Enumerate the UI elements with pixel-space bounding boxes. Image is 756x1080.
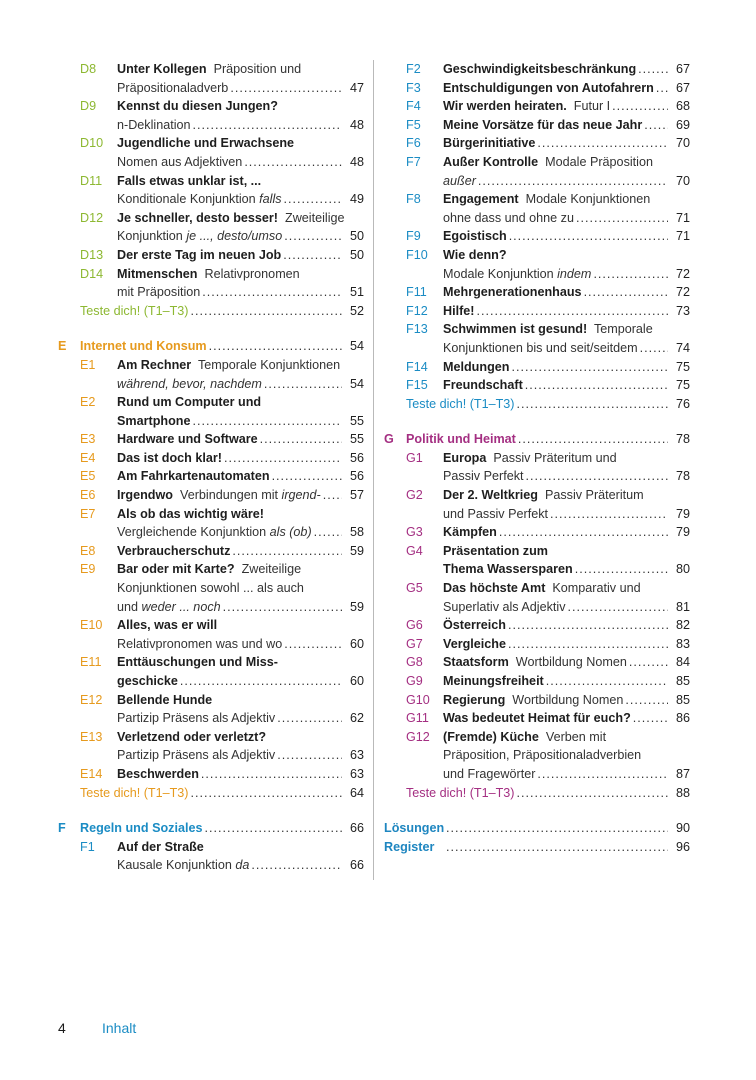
- page-number: 85: [675, 692, 690, 707]
- entry-title: geschicke: [117, 674, 178, 688]
- entry-desc: Präpositionaladverb: [117, 80, 229, 95]
- page-number: 50: [349, 229, 364, 244]
- toc-entry-f5[interactable]: [384, 116, 690, 135]
- toc-entry-f3[interactable]: [384, 79, 690, 98]
- entry-code: G4: [406, 543, 423, 558]
- page-number: 71: [675, 210, 690, 225]
- page-number: 48: [349, 117, 364, 132]
- entry-desc: Zweiteilige: [285, 210, 345, 225]
- toc-entry-d13[interactable]: [58, 246, 364, 265]
- page-number: 47: [349, 80, 364, 95]
- entry-title: Mitmenschen: [117, 266, 198, 281]
- entry-code: F5: [406, 117, 421, 132]
- section-letter: G: [384, 432, 394, 447]
- entry-code: E11: [80, 655, 102, 670]
- entry-desc: und Passiv Perfekt: [443, 506, 548, 521]
- entry-desc: Passiv Perfekt: [443, 469, 524, 484]
- page-number: 84: [675, 655, 690, 670]
- entry-title: Jugendliche und Erwachsene: [117, 136, 295, 151]
- loesungen-link: Lösungen: [384, 821, 445, 836]
- section-title: Politik und Heimat: [406, 432, 516, 447]
- section-letter: F: [58, 821, 66, 836]
- entry-desc: Modale Konjunktion: [443, 266, 558, 281]
- page-number: 63: [349, 766, 364, 781]
- page-number: 78: [675, 432, 690, 447]
- entry-code: E10: [80, 618, 103, 633]
- page-number: 85: [675, 674, 690, 688]
- entry-title: Am Fahrkartenautomaten: [117, 469, 270, 484]
- toc-entry-e4[interactable]: [58, 449, 364, 468]
- entry-desc: Konjunktion: [117, 229, 187, 244]
- entry-code: G5: [406, 581, 423, 596]
- page-number: 54: [349, 339, 364, 354]
- teste-dich-link: Teste dich! (T1–T3): [406, 396, 515, 411]
- entry-code: G9: [406, 674, 423, 688]
- entry-desc: Temporale: [593, 322, 653, 337]
- page-number: 64: [349, 785, 364, 800]
- entry-desc: Nomen aus Adjektiven: [117, 154, 243, 169]
- toc-entry-g5[interactable]: [384, 579, 690, 616]
- entry-desc: Präposition, Präpositionaladverbien: [443, 748, 642, 763]
- entry-desc-italic: je ..., desto/umso: [186, 229, 283, 244]
- entry-desc: Relativpronomen was und wo: [117, 636, 283, 651]
- toc-entry-e8[interactable]: [58, 542, 364, 561]
- entry-desc: Relativpronomen: [204, 266, 300, 281]
- entry-title: Der 2. Weltkrieg: [443, 488, 538, 503]
- page-number: 73: [675, 303, 690, 318]
- entry-code: F9: [406, 229, 421, 244]
- entry-title: Meinungsfreiheit: [443, 674, 544, 688]
- toc-entry-f-teste[interactable]: [384, 395, 690, 414]
- page-number: 48: [349, 154, 364, 169]
- page-number: 75: [675, 378, 690, 393]
- toc-entry-e10[interactable]: [58, 616, 364, 653]
- page-number: 74: [675, 340, 690, 355]
- toc-entry-f11[interactable]: [384, 283, 690, 302]
- page-number: 96: [675, 839, 690, 854]
- toc-entry-g2[interactable]: [384, 486, 690, 523]
- entry-code: D14: [80, 266, 104, 281]
- entry-code: E4: [80, 450, 96, 465]
- toc-entry-register[interactable]: [384, 838, 690, 857]
- toc-entry-f13[interactable]: [384, 320, 690, 357]
- entry-desc: Zweiteilige: [241, 562, 302, 577]
- section-title: Internet und Konsum: [80, 339, 207, 354]
- page-number: 63: [349, 748, 364, 763]
- register-link: Register: [384, 839, 435, 854]
- entry-code: E8: [80, 543, 96, 558]
- entry-desc-italic: indem: [557, 266, 592, 281]
- toc-left-column: [58, 60, 364, 875]
- entry-desc: Wortbildung Nomen: [512, 692, 624, 707]
- entry-code: F7: [406, 154, 421, 169]
- entry-title: Verbraucherschutz: [117, 543, 231, 558]
- toc-entry-g3[interactable]: [384, 523, 690, 542]
- entry-desc: Wortbildung Nomen: [515, 655, 627, 670]
- entry-title: Außer Kontrolle: [443, 154, 539, 169]
- entry-desc: Passiv Präteritum und: [493, 450, 617, 465]
- page-number: 67: [675, 80, 690, 95]
- page-number: 55: [349, 432, 364, 447]
- toc-entry-g10[interactable]: [384, 691, 690, 710]
- entry-title: Schwimmen ist gesund!: [443, 322, 588, 337]
- page-number: 80: [675, 562, 690, 577]
- entry-code: F12: [406, 303, 428, 318]
- entry-title: Alles, was er will: [117, 618, 218, 633]
- entry-desc: Konjunktionen bis und seit/seitdem: [443, 340, 638, 355]
- page-number: 51: [349, 285, 364, 300]
- entry-title: Am Rechner: [117, 357, 192, 372]
- entry-code: F15: [406, 378, 428, 393]
- entry-title: Smartphone: [117, 413, 191, 428]
- toc-entry-g7[interactable]: [384, 635, 690, 654]
- entry-title: Verletzend oder verletzt?: [117, 729, 267, 744]
- toc-entry-e11[interactable]: [58, 653, 364, 690]
- page-number: 83: [675, 636, 690, 651]
- toc-entry-d11[interactable]: [58, 172, 364, 209]
- entry-desc: Modale Konjunktionen: [525, 192, 651, 207]
- page-number: 52: [349, 303, 364, 318]
- toc-entry-f6[interactable]: [384, 134, 690, 153]
- entry-code: F11: [406, 285, 427, 300]
- entry-desc: n-Deklination: [117, 117, 191, 132]
- toc-section-f[interactable]: [58, 819, 364, 838]
- entry-title: Meine Vorsätze für das neue Jahr: [443, 117, 643, 132]
- entry-code: D8: [80, 62, 97, 76]
- toc-entry-f1[interactable]: [58, 838, 364, 875]
- entry-title: Freundschaft: [443, 378, 523, 393]
- toc-entry-g1[interactable]: [384, 449, 690, 486]
- entry-code: E12: [80, 692, 103, 707]
- entry-code: G2: [406, 488, 423, 503]
- page-number: 50: [349, 247, 364, 262]
- entry-title: Wie denn?: [443, 247, 507, 262]
- toc-entry-g8[interactable]: [384, 653, 690, 672]
- toc-entry-d10[interactable]: [58, 134, 364, 171]
- entry-title: Bellende Hunde: [117, 692, 213, 707]
- entry-code: F14: [406, 359, 428, 374]
- toc-entry-e13[interactable]: [58, 728, 364, 765]
- entry-code: D11: [80, 173, 103, 188]
- page-number: 87: [675, 766, 690, 781]
- toc-entry-g-teste[interactable]: [384, 784, 690, 803]
- entry-title: Als ob das wichtig wäre!: [117, 506, 264, 521]
- toc-entry-e2[interactable]: [58, 393, 364, 430]
- page-number: 70: [675, 173, 690, 188]
- entry-code: G1: [406, 450, 423, 465]
- toc-entry-e1[interactable]: [58, 356, 364, 393]
- teste-dich-link: Teste dich! (T1–T3): [80, 785, 189, 800]
- toc-entry-e-teste[interactable]: [58, 784, 364, 803]
- page-number: 70: [675, 136, 690, 151]
- entry-title: Wir werden heiraten.: [443, 99, 567, 114]
- page-number: 55: [349, 413, 364, 428]
- page-number: 54: [349, 376, 364, 391]
- entry-desc: Konjunktionen sowohl ... als auch: [117, 581, 304, 596]
- entry-code: E1: [80, 357, 96, 372]
- page-number: 79: [675, 506, 690, 521]
- toc-right-column: [384, 60, 690, 856]
- entry-desc-italic: irgend-: [281, 488, 321, 503]
- page-number: 59: [349, 543, 364, 558]
- entry-desc-italic: weder ... noch: [141, 599, 221, 614]
- toc-entry-g4[interactable]: [384, 542, 690, 579]
- entry-code: F1: [80, 839, 95, 854]
- entry-title: Regierung: [443, 692, 506, 707]
- toc-entry-f7[interactable]: [384, 153, 690, 190]
- entry-desc: und Fragewörter: [443, 766, 536, 781]
- section-title: Regeln und Soziales: [80, 821, 203, 836]
- entry-code: F2: [406, 62, 421, 76]
- entry-code: D9: [80, 99, 97, 114]
- entry-title: Geschwindigkeitsbeschränkung: [443, 62, 637, 76]
- toc-entry-f14[interactable]: [384, 358, 690, 377]
- entry-title: Das höchste Amt: [443, 581, 546, 596]
- page-number: 56: [349, 450, 364, 465]
- entry-code: F10: [406, 247, 428, 262]
- entry-desc: Verben mit: [545, 729, 607, 744]
- page-number: 66: [349, 821, 364, 836]
- entry-title: Bar oder mit Karte?: [117, 562, 235, 577]
- entry-code: G11: [406, 711, 429, 726]
- entry-code: D10: [80, 136, 104, 151]
- entry-title: Engagement: [443, 192, 519, 207]
- entry-code: G7: [406, 636, 423, 651]
- entry-title: Auf der Straße: [117, 839, 204, 854]
- entry-desc: Modale Präposition: [545, 154, 653, 169]
- page-number: 88: [675, 785, 690, 800]
- entry-code: D12: [80, 210, 104, 225]
- toc-entry-g6[interactable]: [384, 616, 690, 635]
- page-number: 49: [349, 192, 364, 207]
- entry-title: Je schneller, desto besser!: [117, 210, 279, 225]
- toc-entry-d12[interactable]: [58, 209, 364, 246]
- entry-title: Österreich: [443, 618, 506, 633]
- entry-desc: Partizip Präsens als Adjektiv: [117, 748, 276, 763]
- entry-title: Meldungen: [443, 359, 510, 374]
- toc-entry-f4[interactable]: [384, 97, 690, 116]
- page-number: 58: [349, 525, 364, 540]
- entry-title: Egoistisch: [443, 229, 507, 244]
- entry-desc: mit Präposition: [117, 285, 201, 300]
- page-number: 82: [675, 618, 690, 633]
- page-number: 66: [349, 858, 364, 873]
- entry-code: E3: [80, 432, 96, 447]
- page-number: 67: [675, 62, 690, 76]
- page-number: 60: [349, 674, 364, 688]
- toc-entry-f2[interactable]: [384, 60, 690, 79]
- toc-entry-e3[interactable]: [58, 430, 364, 449]
- toc-entry-f8[interactable]: [384, 190, 690, 227]
- entry-code: E14: [80, 766, 103, 781]
- toc-entry-e12[interactable]: [58, 691, 364, 728]
- entry-title: Europa: [443, 450, 487, 465]
- teste-dich-link: Teste dich! (T1–T3): [80, 303, 189, 318]
- entry-desc-italic: falls: [259, 192, 282, 207]
- entry-code: E7: [80, 506, 96, 521]
- page-number: 75: [675, 359, 690, 374]
- entry-desc: ohne dass und ohne zu: [443, 210, 574, 225]
- entry-code: F8: [406, 192, 421, 207]
- entry-title: Kämpfen: [443, 525, 497, 540]
- entry-title: Staatsform: [443, 655, 509, 670]
- entry-code: G10: [406, 692, 430, 707]
- entry-desc: Präposition und: [213, 62, 302, 76]
- toc-entry-f9[interactable]: [384, 227, 690, 246]
- page-number: 59: [349, 599, 364, 614]
- entry-title: Der erste Tag im neuen Job: [117, 247, 282, 262]
- entry-code: F3: [406, 80, 421, 95]
- toc-entry-g12[interactable]: [384, 728, 690, 784]
- entry-title: Enttäuschungen und Miss-: [117, 655, 278, 670]
- toc-entry-d14[interactable]: [58, 265, 364, 302]
- entry-code: G6: [406, 618, 423, 633]
- entry-title: Thema Wassersparen: [443, 562, 573, 577]
- entry-desc: und: [117, 599, 142, 614]
- entry-title: Hardware und Software: [117, 432, 258, 447]
- page-number: 69: [675, 117, 690, 132]
- page-number: 90: [675, 821, 690, 836]
- entry-title: Bürgerinitiative: [443, 136, 536, 151]
- page-number: 76: [675, 396, 690, 411]
- entry-code: G3: [406, 525, 423, 540]
- entry-desc: Futur I: [573, 99, 611, 114]
- entry-code: G12: [406, 729, 430, 744]
- section-letter: E: [58, 339, 67, 354]
- toc-entry-e7[interactable]: [58, 505, 364, 542]
- toc-entry-d8[interactable]: [58, 60, 364, 97]
- entry-title: (Fremde) Küche: [443, 729, 539, 744]
- toc-entry-f12[interactable]: [384, 302, 690, 321]
- entry-desc: Partizip Präsens als Adjektiv: [117, 711, 276, 726]
- entry-desc: Verbindungen mit: [179, 488, 282, 503]
- entry-code: F6: [406, 136, 421, 151]
- footer-page-number: 4: [58, 1020, 66, 1036]
- toc-entry-d9[interactable]: [58, 97, 364, 134]
- toc-section-e[interactable]: [58, 337, 364, 356]
- entry-title: Vergleiche: [443, 636, 507, 651]
- entry-desc-italic: außer: [443, 173, 476, 188]
- entry-title: Hilfe!: [443, 303, 475, 318]
- entry-desc: Kausale Konjunktion: [117, 858, 236, 873]
- footer-label: Inhalt: [102, 1020, 137, 1036]
- toc-entry-e14[interactable]: [58, 765, 364, 784]
- entry-code: F4: [406, 99, 421, 114]
- entry-title: Beschwerden: [117, 766, 199, 781]
- entry-code: E2: [80, 395, 96, 410]
- entry-title: Was bedeutet Heimat für euch?: [443, 711, 631, 726]
- page-number: 81: [675, 599, 690, 614]
- entry-desc: Passiv Präteritum: [544, 488, 644, 503]
- entry-title: Mehrgenerationenhaus: [443, 285, 582, 300]
- toc-entry-f10[interactable]: [384, 246, 690, 283]
- entry-code: F13: [406, 322, 428, 337]
- entry-code: G8: [406, 655, 423, 670]
- entry-desc: Temporale Konjunktionen: [197, 357, 341, 372]
- entry-title: Präsentation zum: [443, 543, 548, 558]
- entry-title: Entschuldigungen von Autofahrern: [443, 80, 654, 95]
- entry-code: D13: [80, 247, 104, 262]
- toc-entry-f15[interactable]: [384, 376, 690, 395]
- column-divider: [373, 60, 374, 880]
- toc-section-g[interactable]: [384, 430, 690, 449]
- entry-desc: Konditionale Konjunktion: [117, 192, 260, 207]
- entry-title: Rund um Computer und: [117, 395, 262, 410]
- page-number: 68: [675, 99, 690, 114]
- page-number: 86: [675, 711, 690, 726]
- entry-desc: Superlativ als Adjektiv: [443, 599, 566, 614]
- entry-title: Falls etwas unklar ist, ...: [117, 173, 262, 188]
- entry-desc-italic: als (ob): [269, 525, 312, 540]
- page-number: 62: [349, 711, 364, 726]
- page-number: 60: [349, 636, 364, 651]
- page-number: 56: [349, 469, 364, 484]
- entry-desc-italic: während, bevor, nachdem: [117, 376, 262, 391]
- toc-entry-e6[interactable]: [58, 486, 364, 505]
- page-number: 78: [675, 469, 690, 484]
- entry-title: Kennst du diesen Jungen?: [117, 99, 278, 114]
- entry-code: E5: [80, 469, 96, 484]
- entry-title: Unter Kollegen: [117, 62, 207, 76]
- teste-dich-link: Teste dich! (T1–T3): [406, 785, 515, 800]
- entry-code: E9: [80, 562, 96, 577]
- toc-entry-d-teste[interactable]: [58, 302, 364, 321]
- entry-code: E13: [80, 729, 103, 744]
- entry-desc-italic: da: [235, 858, 250, 873]
- page-footer: [58, 1020, 136, 1036]
- page-number: 79: [675, 525, 690, 540]
- page-number: 72: [675, 266, 690, 281]
- entry-desc: Komparativ und: [552, 581, 641, 596]
- page-number: 57: [349, 488, 364, 503]
- toc-entry-e5[interactable]: [58, 467, 364, 486]
- toc-entry-loesungen[interactable]: [384, 819, 690, 838]
- entry-title: Das ist doch klar!: [117, 450, 222, 465]
- page-number: 71: [675, 229, 690, 244]
- entry-desc: Vergleichende Konjunktion: [117, 525, 270, 540]
- entry-title: Irgendwo: [117, 488, 173, 503]
- toc-entry-g9[interactable]: [384, 672, 690, 691]
- page-number: 72: [675, 285, 690, 300]
- entry-code: E6: [80, 488, 96, 503]
- toc-entry-g11[interactable]: [384, 709, 690, 728]
- toc-entry-e9[interactable]: [58, 560, 364, 616]
